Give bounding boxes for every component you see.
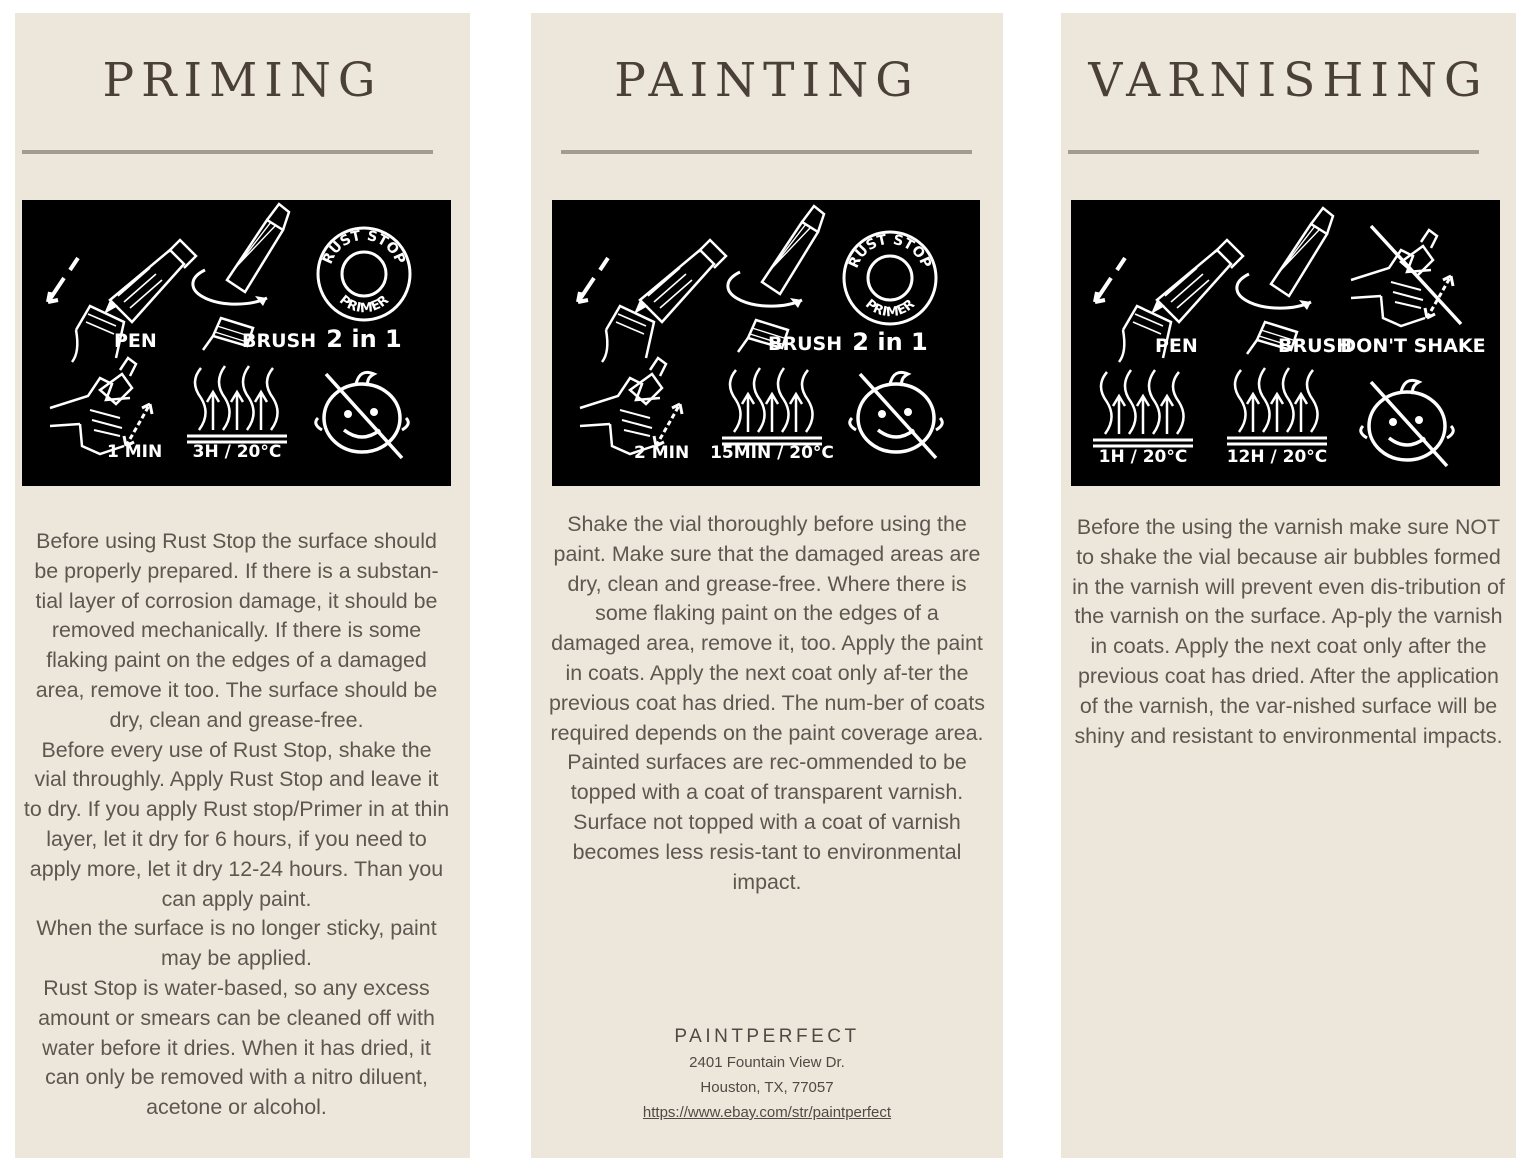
painting-instructions (549, 510, 985, 897)
rust-stop-primer-badge-icon (844, 232, 936, 324)
brush-applicator-icon (193, 204, 289, 350)
no-children-icon (1361, 380, 1454, 466)
column-title: PAINTING (614, 53, 920, 108)
pen-applicator-icon (578, 240, 726, 362)
varnishing-column (1061, 13, 1516, 1158)
column-title: VARNISHING (1088, 53, 1489, 108)
paragraph: Before the using the varnish make sure NOT to shake the vial because air bubbles formed in the varnish will prevent even dis-tribution of the varnish on the surface. Ap-ply the varnish in coats. Apply the next coat only after the previous coat has dried. After the application of the varnish, the var-nished surface will be shiny and resistant to environmental impacts. (1072, 515, 1505, 748)
brush-applicator-icon (1237, 208, 1333, 354)
paragraph: Rust Stop is water-based, so any excess amount or smears can be cleaned off with water before it dries. When it has dried, it can only be removed with a nitro diluent, acetone or alcohol. (38, 975, 435, 1120)
two-in-one-label: 2 in 1 (852, 328, 928, 356)
shake-time-label: 2 MIN (634, 443, 690, 463)
svg-text:RUST STOP (846, 232, 934, 271)
badge-top-text: RUST STOP (319, 227, 409, 267)
rust-stop-primer-badge-icon (318, 228, 410, 320)
no-children-icon (850, 372, 943, 458)
dont-shake-label: DON'T SHAKE (1340, 335, 1486, 357)
drying-heat-icon (722, 368, 822, 444)
badge-bottom-text: PRIMER (862, 296, 918, 321)
badge-top-text: RUST STOP (845, 231, 935, 271)
priming-column (15, 13, 470, 1158)
dry-time-label: 12H / 20°C (1226, 447, 1328, 467)
badge-bottom-text: PRIMER (336, 292, 392, 317)
pen-label: PEN (114, 330, 157, 352)
brush-label: BRUSH (1278, 335, 1353, 357)
paragraph: Shake the vial thoroughly before using the paint. Make sure that the damaged areas are dry, clean and grease-free. Where there is some flaking paint on the edges of a damaged area, remove it, too. Apply the paint in coats. Apply the next coat only af-ter the previous coat has dried. The num-ber of coats required depends on the paint coverage area. Painted surfaces are rec-ommended to be topped with a coat of transparent varnish. Surface not topped with a coat of varnish becomes less resis-tant to environmental impact. (549, 512, 985, 894)
shake-vial-icon (50, 358, 152, 454)
dry-time-label: 1H / 20°C (1098, 447, 1188, 467)
instruction-icons-panel (552, 200, 980, 486)
shake-time-label: 1 MIN (107, 442, 163, 462)
varnishing-instructions (1069, 513, 1508, 751)
store-link[interactable]: https://www.ebay.com/str/paintperfect (642, 1104, 892, 1121)
brush-label: BRUSH (242, 330, 317, 352)
brush-applicator-icon (728, 206, 824, 352)
drying-heat-icon (187, 366, 287, 442)
dont-shake-icon (1351, 226, 1461, 326)
paragraph: Before using Rust Stop the surface should be properly prepared. If there is a substan-tial layer of corrosion damage, it should be removed mechanically. If there is some flaking paint on the edges of a damaged area, remove it too. The surface should be dry, clean and grease-free. (34, 529, 439, 732)
title-divider (561, 150, 972, 154)
priming-instructions (23, 527, 450, 1123)
pen-label: PEN (1155, 335, 1198, 357)
no-children-icon (316, 372, 409, 458)
column-title: PRIMING (102, 53, 383, 108)
painting-column (531, 13, 1003, 1158)
svg-text:RUST STOP (320, 228, 408, 267)
drying-heat-icon (1227, 368, 1327, 444)
shake-vial-icon (580, 358, 682, 454)
paragraph: Before every use of Rust Stop, shake the vial throughly. Apply Rust Stop and leave it to dry. If you apply Rust stop/Primer in at thin layer, let it dry for 6 hours, if you need to apply more, let it dry 12-24 hours. Than you can apply paint. (23, 737, 450, 911)
drying-heat-icon (1093, 370, 1193, 446)
dry-time-label: 3H / 20°C (192, 442, 282, 462)
address-line: Houston, TX, 77057 (700, 1079, 834, 1096)
two-in-one-label: 2 in 1 (326, 325, 402, 353)
instruction-icons-panel (22, 200, 451, 486)
instruction-icons-panel (1071, 200, 1500, 486)
dry-time-label: 15MIN / 20°C (710, 443, 834, 463)
brush-label: BRUSH (768, 333, 843, 355)
title-divider (1068, 150, 1479, 154)
address-line: 2401 Fountain View Dr. (689, 1054, 845, 1071)
title-divider (22, 150, 433, 154)
paragraph: When the surface is no longer sticky, paint may be applied. (36, 916, 437, 971)
store-footer (531, 1026, 1003, 1121)
brand-name: PAINTPERFECT (674, 1026, 860, 1047)
